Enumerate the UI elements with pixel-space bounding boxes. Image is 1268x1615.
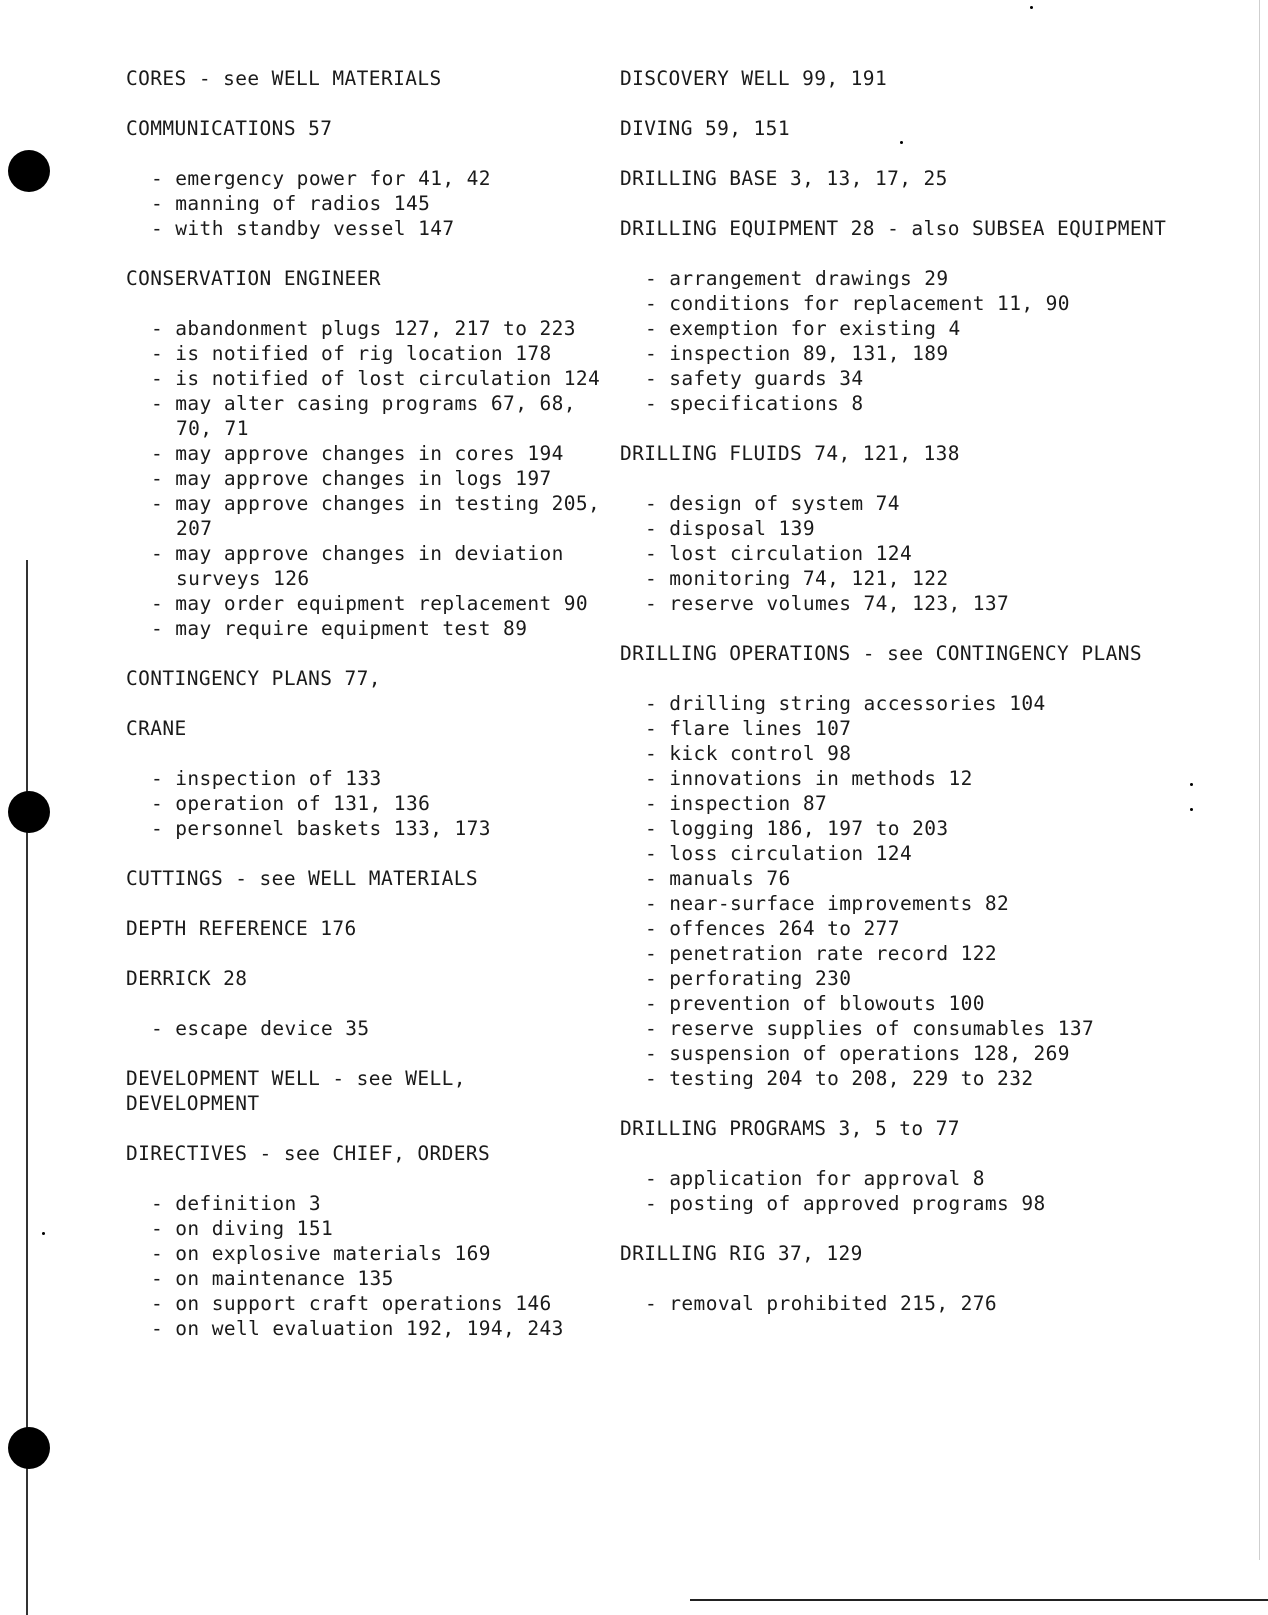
subentry: - on support craft operations 146: [151, 1292, 552, 1315]
subentry: - is notified of lost circulation 124: [151, 367, 601, 390]
subentry-list: [126, 166, 606, 241]
index-entry: [620, 1116, 1220, 1216]
subentry: - suspension of operations 128, 269: [645, 1042, 1070, 1065]
index-heading: DISCOVERY WELL 99, 191: [620, 67, 888, 90]
subentry: - inspection of 133: [151, 767, 382, 790]
speck: [42, 1232, 45, 1235]
subentry: - may approve changes in cores 194: [151, 442, 564, 465]
index-entry: [126, 716, 606, 841]
subentry-list: [620, 1166, 1220, 1216]
index-heading: DRILLING OPERATIONS - see CONTINGENCY PLANS: [620, 642, 1143, 665]
index-heading: DRILLING EQUIPMENT 28 - also SUBSEA EQUIPMENT: [620, 217, 1167, 240]
subentry: - testing 204 to 208, 229 to 232: [645, 1067, 1034, 1090]
index-entry: [126, 866, 606, 891]
index-entry: [620, 441, 1220, 616]
punch-hole-bottom: [8, 1427, 50, 1469]
index-heading: CORES - see WELL MATERIALS: [126, 67, 442, 90]
subentry: - abandonment plugs 127, 217 to 223: [151, 317, 576, 340]
index-heading: DRILLING PROGRAMS 3, 5 to 77: [620, 1117, 960, 1140]
index-entry: [620, 641, 1220, 1091]
subentry: - definition 3: [151, 1192, 321, 1215]
subentry-list: [620, 691, 1220, 1091]
subentry-list: [126, 766, 606, 841]
index-entry: [126, 66, 606, 91]
subentry: - safety guards 34: [645, 367, 864, 390]
subentry: - near-surface improvements 82: [645, 892, 1010, 915]
subentry: - specifications 8: [645, 392, 864, 415]
subentry: - disposal 139: [645, 517, 815, 540]
subentry: - may require equipment test 89: [151, 617, 528, 640]
index-entry: [620, 1241, 1220, 1316]
punch-hole-top: [8, 150, 50, 192]
subentry: - lost circulation 124: [645, 542, 913, 565]
index-heading: CONSERVATION ENGINEER: [126, 267, 381, 290]
subentry-list: [126, 1191, 606, 1341]
subentry: - innovations in methods 12: [645, 767, 973, 790]
subentry: - on explosive materials 169: [151, 1242, 491, 1265]
subentry: - design of system 74: [645, 492, 900, 515]
speck: [1030, 6, 1033, 9]
subentry: - reserve supplies of consumables 137: [645, 1017, 1095, 1040]
index-heading: DEPTH REFERENCE 176: [126, 917, 357, 940]
subentry: - exemption for existing 4: [645, 317, 961, 340]
subentry: - kick control 98: [645, 742, 852, 765]
index-heading: DRILLING RIG 37, 129: [620, 1242, 863, 1265]
index-heading: COMMUNICATIONS 57: [126, 117, 333, 140]
index-entry: [620, 116, 1220, 141]
subentry: - logging 186, 197 to 203: [645, 817, 949, 840]
subentry: - prevention of blowouts 100: [645, 992, 985, 1015]
index-heading: DIRECTIVES - see CHIEF, ORDERS: [126, 1142, 491, 1165]
punch-hole-middle: [8, 791, 50, 833]
subentry: - penetration rate record 122: [645, 942, 998, 965]
subentry: - operation of 131, 136: [151, 792, 431, 815]
subentry: - is notified of rig location 178: [151, 342, 552, 365]
index-entry: [620, 166, 1220, 191]
subentry: - loss circulation 124: [645, 842, 913, 865]
subentry: - inspection 89, 131, 189: [645, 342, 949, 365]
subentry: - arrangement drawings 29: [645, 267, 949, 290]
index-heading: DERRICK 28: [126, 967, 248, 990]
subentry: - on diving 151: [151, 1217, 334, 1240]
subentry: - manuals 76: [645, 867, 791, 890]
subentry: - may approve changes in logs 197: [151, 467, 552, 490]
subentry: - inspection 87: [645, 792, 828, 815]
subentry: - conditions for replacement 11, 90: [645, 292, 1070, 315]
subentry: - emergency power for 41, 42: [151, 167, 491, 190]
index-heading: CONTINGENCY PLANS 77,: [126, 667, 381, 690]
index-column-right: [620, 66, 1220, 1341]
subentry: - drilling string accessories 104: [645, 692, 1046, 715]
subentry: - personnel baskets 133, 173: [151, 817, 491, 840]
subentry-list: [620, 491, 1220, 616]
subentry: - perforating 230: [645, 967, 852, 990]
index-entry: [126, 1066, 606, 1116]
index-heading: DRILLING FLUIDS 74, 121, 138: [620, 442, 960, 465]
subentry: - application for approval 8: [645, 1167, 985, 1190]
index-heading: DRILLING BASE 3, 13, 17, 25: [620, 167, 948, 190]
index-entry: [620, 66, 1220, 91]
index-heading: DEVELOPMENT WELL - see WELL, DEVELOPMENT: [126, 1067, 479, 1115]
subentry: - reserve volumes 74, 123, 137: [645, 592, 1010, 615]
index-entry: [620, 216, 1220, 416]
index-entry: [126, 666, 606, 691]
subentry: - posting of approved programs 98: [645, 1192, 1046, 1215]
subentry: - escape device 35: [151, 1017, 370, 1040]
index-heading: DIVING 59, 151: [620, 117, 790, 140]
page-edge-bottom: [690, 1599, 1268, 1601]
subentry: - may order equipment replacement 90: [151, 592, 589, 615]
index-entry: [126, 916, 606, 941]
subentry-list: [620, 1291, 1220, 1316]
subentry-list: [620, 266, 1220, 416]
page-edge-right: [1259, 0, 1260, 1560]
subentry: - manning of radios 145: [151, 192, 431, 215]
index-heading: CRANE: [126, 717, 187, 740]
index-column-left: [126, 66, 613, 1366]
subentry: - on maintenance 135: [151, 1267, 394, 1290]
index-heading: CUTTINGS - see WELL MATERIALS: [126, 867, 479, 890]
subentry: - may alter casing programs 67, 68, 70, 71: [151, 392, 589, 440]
index-entry: [126, 116, 606, 241]
index-entry: [126, 1141, 606, 1341]
subentry: - removal prohibited 215, 276: [645, 1292, 998, 1315]
subentry-list: [126, 316, 613, 641]
index-entry: [126, 266, 613, 641]
subentry: - flare lines 107: [645, 717, 852, 740]
subentry: - offences 264 to 277: [645, 917, 900, 940]
subentry: - with standby vessel 147: [151, 217, 455, 240]
index-entry: [126, 966, 606, 1041]
subentry: - may approve changes in testing 205, 207: [151, 492, 613, 540]
subentry: - monitoring 74, 121, 122: [645, 567, 949, 590]
subentry: - may approve changes in deviation surveys 126: [151, 542, 576, 590]
subentry-list: [126, 1016, 606, 1041]
subentry: - on well evaluation 192, 194, 243: [151, 1317, 564, 1340]
